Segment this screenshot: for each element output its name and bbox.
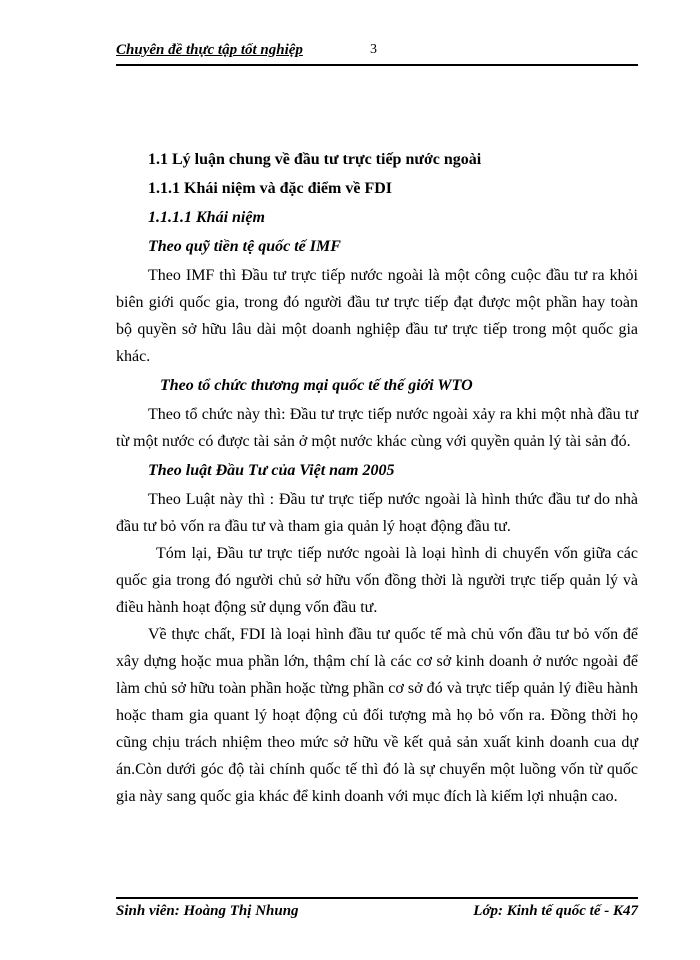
document-body xyxy=(116,144,638,810)
header-title: Chuyên đề thực tập tốt nghiệp xyxy=(116,42,303,58)
heading-1-1-1-1: 1.1.1.1 Khái niệm xyxy=(148,209,265,226)
essence-paragraph: Về thực chất, FDI là loại hình đầu tư quốc tế mà chủ vốn đầu tư bỏ vốn để xây dựng hoặc mua phần lớn, thậm chí là các cơ sở kinh doanh ở nước ngoài để làm chủ sở hữu toàn phần hoặc từng phần cơ sở đó và trực tiếp quản lý điều hành hoặc tham gia quant lý hoạt động củ đối tượng mà họ bỏ vốn ra. Đồng thời họ cũng chịu trách nhiệm theo mức sở hữu về kết quả sản xuất kinh doanh cua dự án.Còn dưới góc độ tài chính quốc tế thì đó là sự chuyển một luồng vốn từ quốc gia này sang quốc gia khác để kinh doanh với mục đích là kiếm lợi nhuận cao. xyxy=(116,626,638,805)
section-wto-title: Theo tổ chức thương mại quốc tế thế giới WTO xyxy=(160,377,473,394)
heading-1-1-1: 1.1.1 Khái niệm và đặc điểm về FDI xyxy=(148,180,392,197)
page-header xyxy=(116,38,638,66)
summary-paragraph: Tóm lại, Đầu tư trực tiếp nước ngoài là loại hình di chuyển vốn giữa các quốc gia trong đó người chủ sở hữu vốn đồng thời là người trực tiếp quản lý và điều hành hoạt động sử dụng vốn đầu tư. xyxy=(116,545,638,616)
section-law-title: Theo luật Đầu Tư của Việt nam 2005 xyxy=(148,462,395,479)
page-footer xyxy=(116,897,638,929)
heading-1-1: 1.1 Lý luận chung về đầu tư trực tiếp nước ngoài xyxy=(148,151,482,168)
section-wto-paragraph: Theo tổ chức này thì: Đầu tư trực tiếp nước ngoài xảy ra khi một nhà đầu tư từ một nước có được tài sản ở một nước khác cùng với quyền quản lý tài sản đó. xyxy=(116,406,638,450)
page-number: 3 xyxy=(370,42,377,57)
section-imf-paragraph: Theo IMF thì Đầu tư trực tiếp nước ngoài là một công cuộc đầu tư ra khỏi biên giới quốc gia, trong đó người đầu tư trực tiếp đạt được một phần hay toàn bộ quyền sở hữu lâu dài một doanh nghiệp đầu tư trực tiếp trong một quốc gia khác. xyxy=(116,267,638,365)
footer-class: Lớp: Kinh tế quốc tế - K47 xyxy=(473,903,638,919)
footer-student: Sinh viên: Hoàng Thị Nhung xyxy=(116,903,299,919)
section-law-paragraph: Theo Luật này thì : Đầu tư trực tiếp nước ngoài là hình thức đầu tư do nhà đầu tư bỏ vốn ra đầu tư và tham gia quản lý hoạt động đầu tư. xyxy=(116,491,638,535)
section-imf-title: Theo quỹ tiền tệ quốc tế IMF xyxy=(148,238,341,255)
